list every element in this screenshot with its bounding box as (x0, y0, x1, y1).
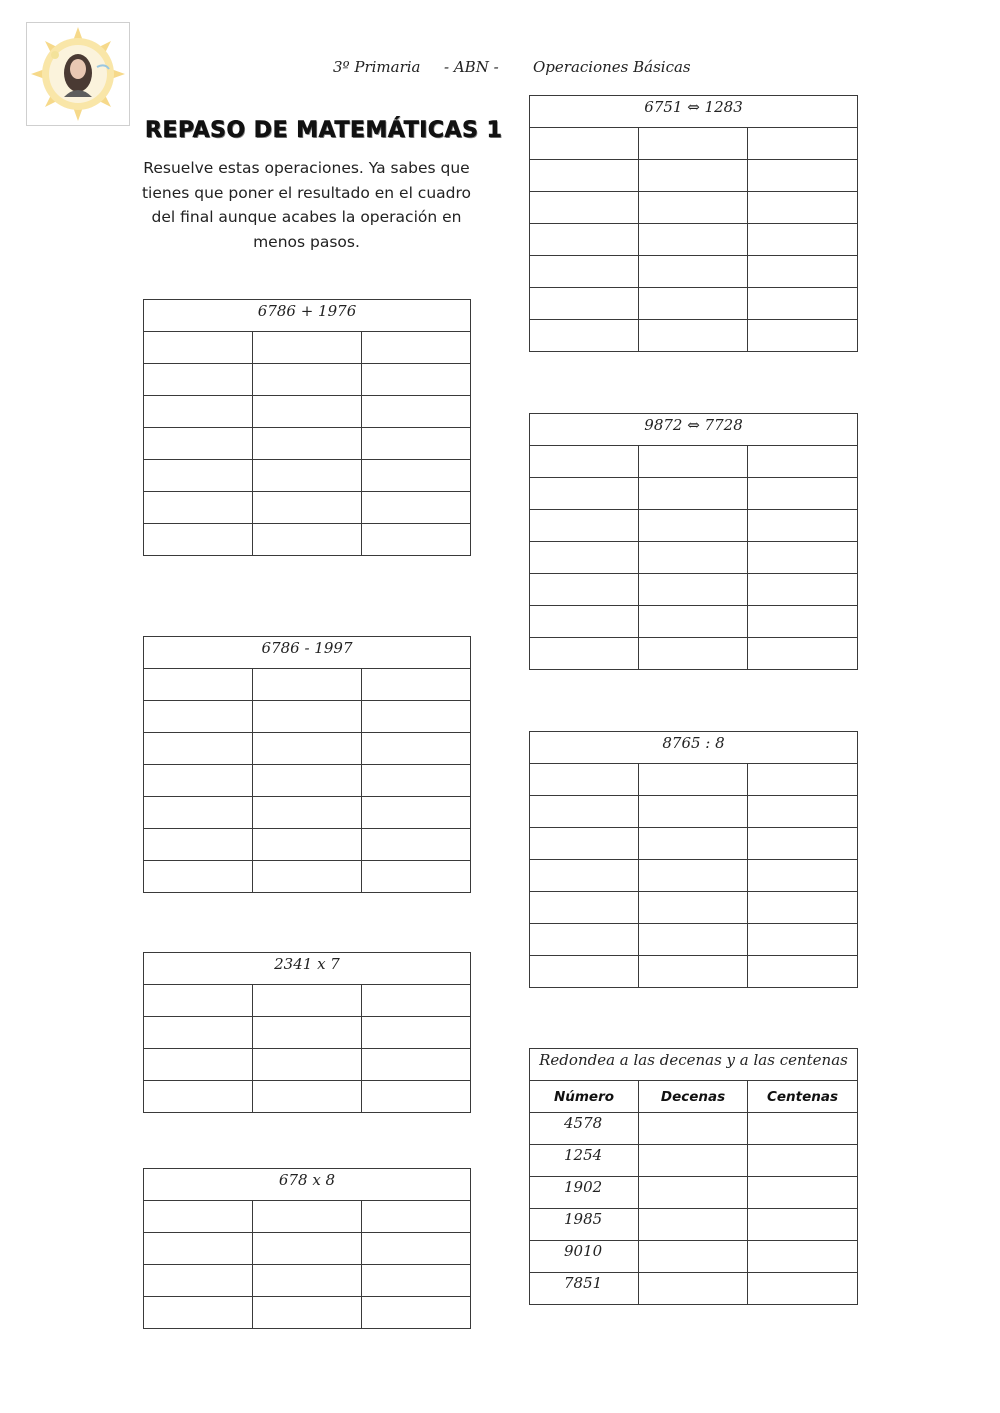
answer-cell[interactable] (639, 638, 748, 670)
decenas-answer-cell[interactable] (639, 1113, 748, 1145)
centenas-answer-cell[interactable] (748, 1145, 858, 1177)
answer-cell[interactable] (748, 288, 858, 320)
centenas-answer-cell[interactable] (748, 1209, 858, 1241)
answer-cell[interactable] (530, 478, 639, 510)
answer-cell[interactable] (144, 701, 253, 733)
answer-cell[interactable] (362, 1297, 471, 1329)
rounding-number: 7851 (530, 1273, 639, 1305)
decenas-answer-cell[interactable] (639, 1209, 748, 1241)
answer-cell[interactable] (362, 428, 471, 460)
decenas-answer-cell[interactable] (639, 1177, 748, 1209)
answer-cell[interactable] (530, 446, 639, 478)
page-header (0, 58, 1000, 80)
answer-cell[interactable] (253, 1233, 362, 1265)
answer-cell[interactable] (144, 733, 253, 765)
centenas-answer-cell[interactable] (748, 1241, 858, 1273)
answer-cell[interactable] (748, 828, 858, 860)
answer-cell[interactable] (639, 446, 748, 478)
answer-cell[interactable] (748, 510, 858, 542)
answer-cell[interactable] (748, 128, 858, 160)
answer-cell[interactable] (144, 460, 253, 492)
answer-cell[interactable] (639, 224, 748, 256)
answer-cell[interactable] (144, 765, 253, 797)
answer-cell[interactable] (253, 396, 362, 428)
rounding-number: 1985 (530, 1209, 639, 1241)
answer-cell[interactable] (253, 1081, 362, 1113)
answer-cell[interactable] (362, 733, 471, 765)
answer-cell[interactable] (362, 524, 471, 556)
answer-cell[interactable] (362, 492, 471, 524)
answer-cell[interactable] (144, 428, 253, 460)
answer-cell[interactable] (748, 320, 858, 352)
answer-cell[interactable] (362, 1201, 471, 1233)
answer-cell[interactable] (144, 829, 253, 861)
rounding-number: 4578 (530, 1113, 639, 1145)
decenas-answer-cell[interactable] (639, 1241, 748, 1273)
answer-cell[interactable] (530, 638, 639, 670)
answer-cell[interactable] (253, 1049, 362, 1081)
answer-cell[interactable] (639, 796, 748, 828)
rounding-title: Redondea a las decenas y a las centenas (530, 1049, 858, 1081)
worksheet-title: REPASO DE MATEMÁTICAS 1 (145, 118, 503, 143)
answer-cell[interactable] (253, 985, 362, 1017)
answer-cell[interactable] (639, 320, 748, 352)
answer-cell[interactable] (144, 985, 253, 1017)
answer-cell[interactable] (530, 160, 639, 192)
answer-cell[interactable] (362, 1265, 471, 1297)
answer-cell[interactable] (748, 956, 858, 988)
answer-cell[interactable] (530, 128, 639, 160)
answer-cell[interactable] (639, 542, 748, 574)
answer-cell[interactable] (530, 510, 639, 542)
answer-cell[interactable] (362, 765, 471, 797)
answer-cell[interactable] (748, 224, 858, 256)
answer-cell[interactable] (144, 1017, 253, 1049)
answer-cell[interactable] (639, 288, 748, 320)
answer-cell[interactable] (144, 1233, 253, 1265)
answer-cell[interactable] (362, 797, 471, 829)
answer-cell[interactable] (639, 764, 748, 796)
answer-cell[interactable] (253, 1017, 362, 1049)
column-header-decenas: Decenas (639, 1081, 748, 1113)
answer-cell[interactable] (530, 320, 639, 352)
answer-cell[interactable] (530, 256, 639, 288)
answer-cell[interactable] (144, 524, 253, 556)
comparison-1-operation: 6751 ⇔ 1283 (530, 96, 858, 128)
answer-cell[interactable] (253, 492, 362, 524)
answer-cell[interactable] (144, 669, 253, 701)
answer-cell[interactable] (748, 542, 858, 574)
centenas-answer-cell[interactable] (748, 1177, 858, 1209)
answer-cell[interactable] (639, 256, 748, 288)
decenas-answer-cell[interactable] (639, 1145, 748, 1177)
answer-cell[interactable] (144, 1265, 253, 1297)
rounding-number: 1902 (530, 1177, 639, 1209)
answer-cell[interactable] (362, 1049, 471, 1081)
answer-cell[interactable] (639, 956, 748, 988)
answer-cell[interactable] (530, 828, 639, 860)
answer-cell[interactable] (748, 638, 858, 670)
answer-cell[interactable] (144, 332, 253, 364)
answer-cell[interactable] (639, 160, 748, 192)
answer-cell[interactable] (639, 510, 748, 542)
header-grade: 3º Primaria (333, 58, 421, 76)
answer-cell[interactable] (530, 542, 639, 574)
answer-cell[interactable] (639, 478, 748, 510)
answer-cell[interactable] (748, 160, 858, 192)
answer-cell[interactable] (362, 1081, 471, 1113)
answer-cell[interactable] (144, 797, 253, 829)
answer-cell[interactable] (253, 861, 362, 893)
addition-operation: 6786 + 1976 (144, 300, 471, 332)
answer-cell[interactable] (530, 192, 639, 224)
answer-cell[interactable] (362, 396, 471, 428)
multiplication-2-operation: 678 x 8 (144, 1169, 471, 1201)
answer-cell[interactable] (362, 332, 471, 364)
decenas-answer-cell[interactable] (639, 1273, 748, 1305)
answer-cell[interactable] (144, 861, 253, 893)
answer-cell[interactable] (253, 701, 362, 733)
answer-cell[interactable] (253, 524, 362, 556)
answer-cell[interactable] (639, 924, 748, 956)
answer-cell[interactable] (748, 796, 858, 828)
answer-cell[interactable] (639, 128, 748, 160)
answer-cell[interactable] (530, 606, 639, 638)
multiplication-2-grid (143, 1168, 471, 1329)
answer-cell[interactable] (639, 192, 748, 224)
header-topic: Operaciones Básicas (533, 58, 691, 76)
rounding-number: 9010 (530, 1241, 639, 1273)
comparison-1-grid (529, 95, 858, 352)
subtraction-operation: 6786 - 1997 (144, 637, 471, 669)
column-header-centenas: Centenas (748, 1081, 858, 1113)
answer-cell[interactable] (144, 396, 253, 428)
answer-cell[interactable] (253, 797, 362, 829)
answer-cell[interactable] (362, 861, 471, 893)
answer-cell[interactable] (362, 460, 471, 492)
answer-cell[interactable] (144, 1049, 253, 1081)
answer-cell[interactable] (530, 288, 639, 320)
addition-grid (143, 299, 471, 556)
multiplication-1-grid (143, 952, 471, 1113)
answer-cell[interactable] (530, 764, 639, 796)
answer-cell[interactable] (144, 1081, 253, 1113)
answer-cell[interactable] (639, 606, 748, 638)
answer-cell[interactable] (253, 460, 362, 492)
answer-cell[interactable] (748, 192, 858, 224)
column-header-numero: Número (530, 1081, 639, 1113)
answer-cell[interactable] (362, 701, 471, 733)
answer-cell[interactable] (253, 733, 362, 765)
answer-cell[interactable] (144, 1201, 253, 1233)
answer-cell[interactable] (530, 892, 639, 924)
answer-cell[interactable] (362, 669, 471, 701)
answer-cell[interactable] (530, 224, 639, 256)
answer-cell[interactable] (362, 1233, 471, 1265)
comparison-2-operation: 9872 ⇔ 7728 (530, 414, 858, 446)
answer-cell[interactable] (748, 892, 858, 924)
answer-cell[interactable] (639, 860, 748, 892)
answer-cell[interactable] (144, 492, 253, 524)
comparison-2-grid (529, 413, 858, 670)
answer-cell[interactable] (639, 828, 748, 860)
answer-cell[interactable] (144, 1297, 253, 1329)
division-grid (529, 731, 858, 988)
answer-cell[interactable] (748, 860, 858, 892)
answer-cell[interactable] (253, 1265, 362, 1297)
answer-cell[interactable] (362, 1017, 471, 1049)
answer-cell[interactable] (639, 574, 748, 606)
answer-cell[interactable] (362, 829, 471, 861)
answer-cell[interactable] (748, 478, 858, 510)
answer-cell[interactable] (530, 574, 639, 606)
centenas-answer-cell[interactable] (748, 1113, 858, 1145)
multiplication-1-operation: 2341 x 7 (144, 953, 471, 985)
answer-cell[interactable] (639, 892, 748, 924)
answer-cell[interactable] (362, 364, 471, 396)
answer-cell[interactable] (253, 829, 362, 861)
rounding-grid (529, 1048, 858, 1305)
answer-cell[interactable] (748, 256, 858, 288)
rounding-number: 1254 (530, 1145, 639, 1177)
answer-cell[interactable] (748, 764, 858, 796)
answer-cell[interactable] (253, 364, 362, 396)
header-method: - ABN - (444, 58, 499, 76)
centenas-answer-cell[interactable] (748, 1273, 858, 1305)
answer-cell[interactable] (748, 574, 858, 606)
answer-cell[interactable] (144, 364, 253, 396)
answer-cell[interactable] (748, 446, 858, 478)
answer-cell[interactable] (748, 606, 858, 638)
answer-cell[interactable] (530, 796, 639, 828)
answer-cell[interactable] (253, 332, 362, 364)
answer-cell[interactable] (253, 669, 362, 701)
answer-cell[interactable] (253, 765, 362, 797)
subtraction-grid (143, 636, 471, 893)
answer-cell[interactable] (530, 860, 639, 892)
answer-cell[interactable] (253, 428, 362, 460)
answer-cell[interactable] (530, 956, 639, 988)
division-operation: 8765 : 8 (530, 732, 858, 764)
answer-cell[interactable] (362, 985, 471, 1017)
answer-cell[interactable] (253, 1201, 362, 1233)
answer-cell[interactable] (253, 1297, 362, 1329)
worksheet-instructions: Resuelve estas operaciones. Ya sabes que tienes que poner el resultado en el cuadro del final aunque acabes la operación en menos pasos. (141, 159, 471, 251)
answer-cell[interactable] (530, 924, 639, 956)
answer-cell[interactable] (748, 924, 858, 956)
